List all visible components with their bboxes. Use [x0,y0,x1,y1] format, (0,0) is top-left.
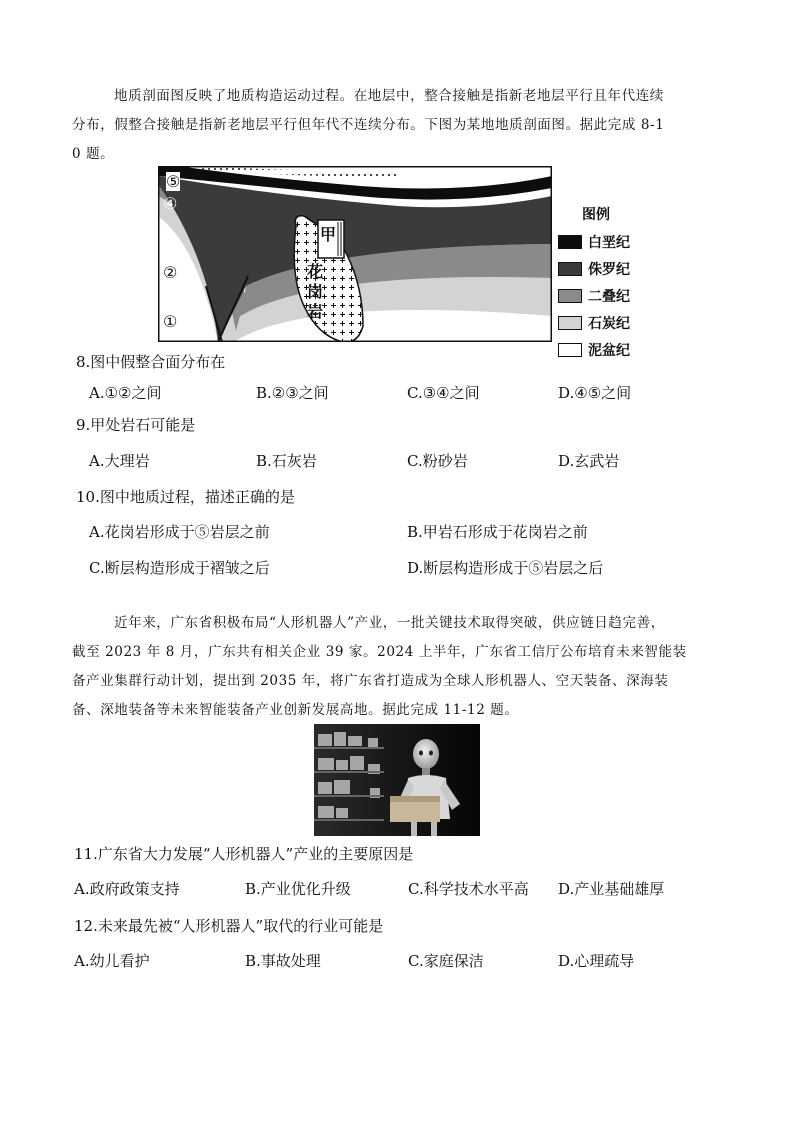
q10-stem: 10.图中地质过程，描述正确的是 [76,488,295,506]
q11-option-a: A.政府政策支持 [74,880,180,898]
legend-item-jurassic: 侏罗纪 [558,259,630,279]
layer-label-2: ② [163,263,178,282]
passage-2-line-3: 备产业集群行动计划，提出到 2035 年，将广东省打造成为全球人形机器人、空天装备、深海装 [72,673,669,689]
layer-label-3: ③ [163,230,178,249]
legend-title: 图例 [582,207,610,223]
q10-option-d: D.断层构造形成于⑤岩层之后 [407,559,604,577]
q10-option-a: A.花岗岩形成于⑤岩层之前 [89,523,270,541]
q8-option-d: D.④⑤之间 [558,384,632,402]
passage-1 [72,82,722,169]
layer-label-1: ① [163,312,178,331]
q8-option-a: A.①②之间 [89,384,162,402]
q11-stem: 11.广东省大力发展“人形机器人”产业的主要原因是 [74,845,414,863]
q12-option-b: B.事故处理 [245,952,321,970]
q9-option-a: A.大理岩 [89,452,150,470]
passage-1-line-2: 分布，假整合接触是指新老地层平行但年代不连续分布。下图为某地地质剖面图。据此完成 8-1 [72,117,665,133]
swatch-devonian [558,343,582,357]
q12-option-d: D.心理疏导 [558,952,635,970]
granite-label: 花 岗 岩 [307,262,324,321]
q12-stem: 12.未来最先被“人形机器人”取代的行业可能是 [74,917,384,935]
q10-option-c: C.断层构造形成于褶皱之后 [89,559,270,577]
q10-option-b: B.甲岩石形成于花岗岩之前 [407,523,588,541]
q12-option-a: A.幼儿看护 [74,952,150,970]
q8-option-c: C.③④之间 [407,384,480,402]
q11-option-b: B.产业优化升级 [245,880,351,898]
swatch-permian [558,289,582,303]
legend-item-devonian: 泥盆纪 [558,340,630,360]
q11-option-d: D.产业基础雄厚 [558,880,665,898]
q9-stem: 9.甲处岩石可能是 [76,416,196,434]
q11-option-c: C.科学技术水平高 [408,880,529,898]
passage-2-line-4: 备、深地装备等未来智能装备产业创新发展高地。据此完成 11-12 题。 [72,702,519,718]
passage-2-line-1: 近年来，广东省积极布局“人形机器人”产业，一批关键技术取得突破，供应链日趋完善， [114,615,665,631]
geologic-cross-section [158,166,552,342]
legend-item-cretaceous: 白垩纪 [558,232,630,252]
jia-label: 甲 [320,225,337,244]
q12-option-c: C.家庭保洁 [408,952,484,970]
legend-item-carboniferous: 石炭纪 [558,313,630,333]
q8-stem: 8.图中假整合面分布在 [76,353,226,371]
layer-label-5: ⑤ [166,172,181,191]
swatch-jurassic [558,262,582,276]
passage-1-line-3: 0 题。 [72,146,115,162]
legend [558,204,630,360]
q8-option-b: B.②③之间 [256,384,329,402]
passage-1-line-1: 地质剖面图反映了地质构造运动过程。在地层中，整合接触是指新老地层平行且年代连续 [114,88,664,104]
swatch-cretaceous [558,235,582,249]
passage-2 [72,609,722,725]
swatch-carboniferous [558,316,582,330]
q9-option-c: C.粉砂岩 [407,452,468,470]
legend-item-permian: 二叠纪 [558,286,630,306]
passage-2-line-2: 截至 2023 年 8 月，广东共有相关企业 39 家。2024 上半年，广东省工信厅公布培育未来智能装 [72,644,687,660]
robot-photo [314,724,480,836]
q9-option-b: B.石灰岩 [256,452,317,470]
layer-label-4: ④ [163,194,178,213]
q9-option-d: D.玄武岩 [558,452,620,470]
